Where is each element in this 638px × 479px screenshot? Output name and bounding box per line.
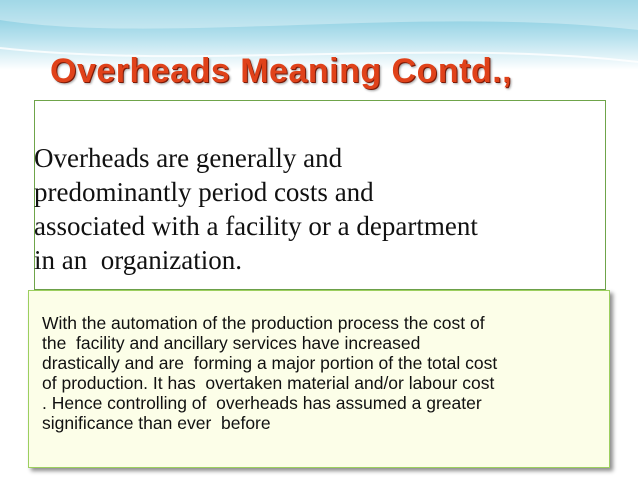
definition-text [34, 141, 606, 277]
slide-title: Overheads Meaning Contd., [50, 52, 513, 90]
definition-line: associated with a facility or a department [34, 211, 478, 241]
note-line: With the automation of the production process the cost of [42, 313, 485, 333]
note-line: of production. It has overtaken material and/or labour cost [42, 373, 495, 393]
note-line: drastically and are forming a major portion of the total cost [42, 353, 498, 373]
note-line: the facility and ancillary services have increased [42, 333, 421, 353]
definition-line: predominantly period costs and [34, 177, 374, 207]
note-line: . Hence controlling of overheads has assumed a greater [42, 393, 482, 413]
definition-line: in an organization. [34, 245, 242, 275]
note-text [42, 313, 598, 433]
note-line: significance than ever before [42, 413, 271, 433]
definition-line: Overheads are generally and [34, 143, 343, 173]
